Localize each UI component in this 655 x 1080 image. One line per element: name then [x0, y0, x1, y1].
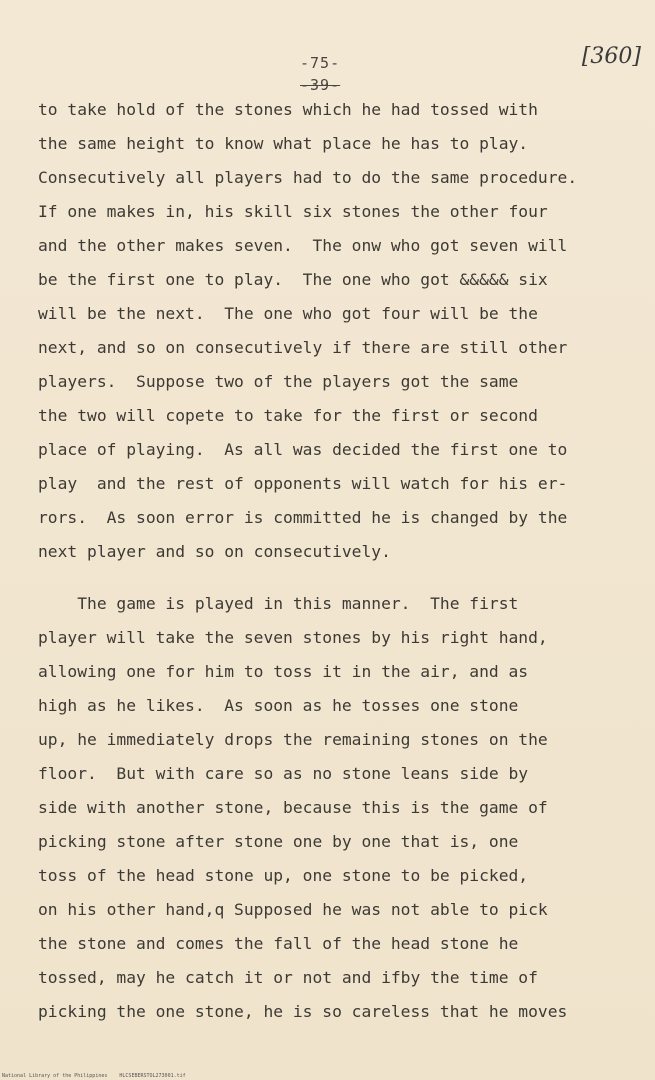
- text-line: toss of the head stone up, one stone to be picked,: [38, 866, 529, 885]
- text-line: players. Suppose two of the players got the same: [38, 372, 519, 391]
- paragraph: [38, 93, 638, 569]
- reference-number: [360]: [581, 44, 641, 69]
- text-line: picking stone after stone one by one that is, one: [38, 832, 519, 851]
- text-line: and the other makes seven. The onw who got seven will: [38, 236, 568, 255]
- text-line: play and the rest of opponents will watch for his er-: [38, 474, 568, 493]
- page-number: -75-: [300, 54, 341, 72]
- text-line: next player and so on consecutively.: [38, 542, 391, 561]
- text-line: rors. As soon error is committed he is changed by the: [38, 508, 568, 527]
- archive-footer: National Library of the Philippines HLCSEBERSTOL273001.tif: [2, 1073, 186, 1079]
- text-line: the stone and comes the fall of the head stone he: [38, 934, 519, 953]
- text-line: to take hold of the stones which he had tossed with: [38, 100, 538, 119]
- text-line: the two will copete to take for the first or second: [38, 406, 538, 425]
- paragraph: [38, 587, 638, 1029]
- text-line: tossed, may he catch it or not and ifby the time of: [38, 968, 538, 987]
- text-line: player will take the seven stones by his right hand,: [38, 628, 548, 647]
- text-line: next, and so on consecutively if there are still other: [38, 338, 568, 357]
- text-line: allowing one for him to toss it in the air, and as: [38, 662, 529, 681]
- text-line: The game is played in this manner. The first: [38, 594, 519, 613]
- text-line: the same height to know what place he has to play.: [38, 134, 529, 153]
- text-line: If one makes in, his skill six stones the other four: [38, 202, 548, 221]
- old-page-number: -39-: [300, 76, 341, 94]
- text-line: be the first one to play. The one who got &&&&& six: [38, 270, 548, 289]
- text-line: floor. But with care so as no stone leans side by: [38, 764, 529, 783]
- text-line: Consecutively all players had to do the same procedure.: [38, 168, 578, 187]
- text-line: will be the next. The one who got four will be the: [38, 304, 538, 323]
- text-line: high as he likes. As soon as he tosses one stone: [38, 696, 519, 715]
- text-line: place of playing. As all was decided the first one to: [38, 440, 568, 459]
- text-line: on his other hand,q Supposed he was not able to pick: [38, 900, 548, 919]
- text-line: side with another stone, because this is the game of: [38, 798, 548, 817]
- text-line: picking the one stone, he is so careless that he moves: [38, 1002, 568, 1021]
- text-line: up, he immediately drops the remaining stones on the: [38, 730, 548, 749]
